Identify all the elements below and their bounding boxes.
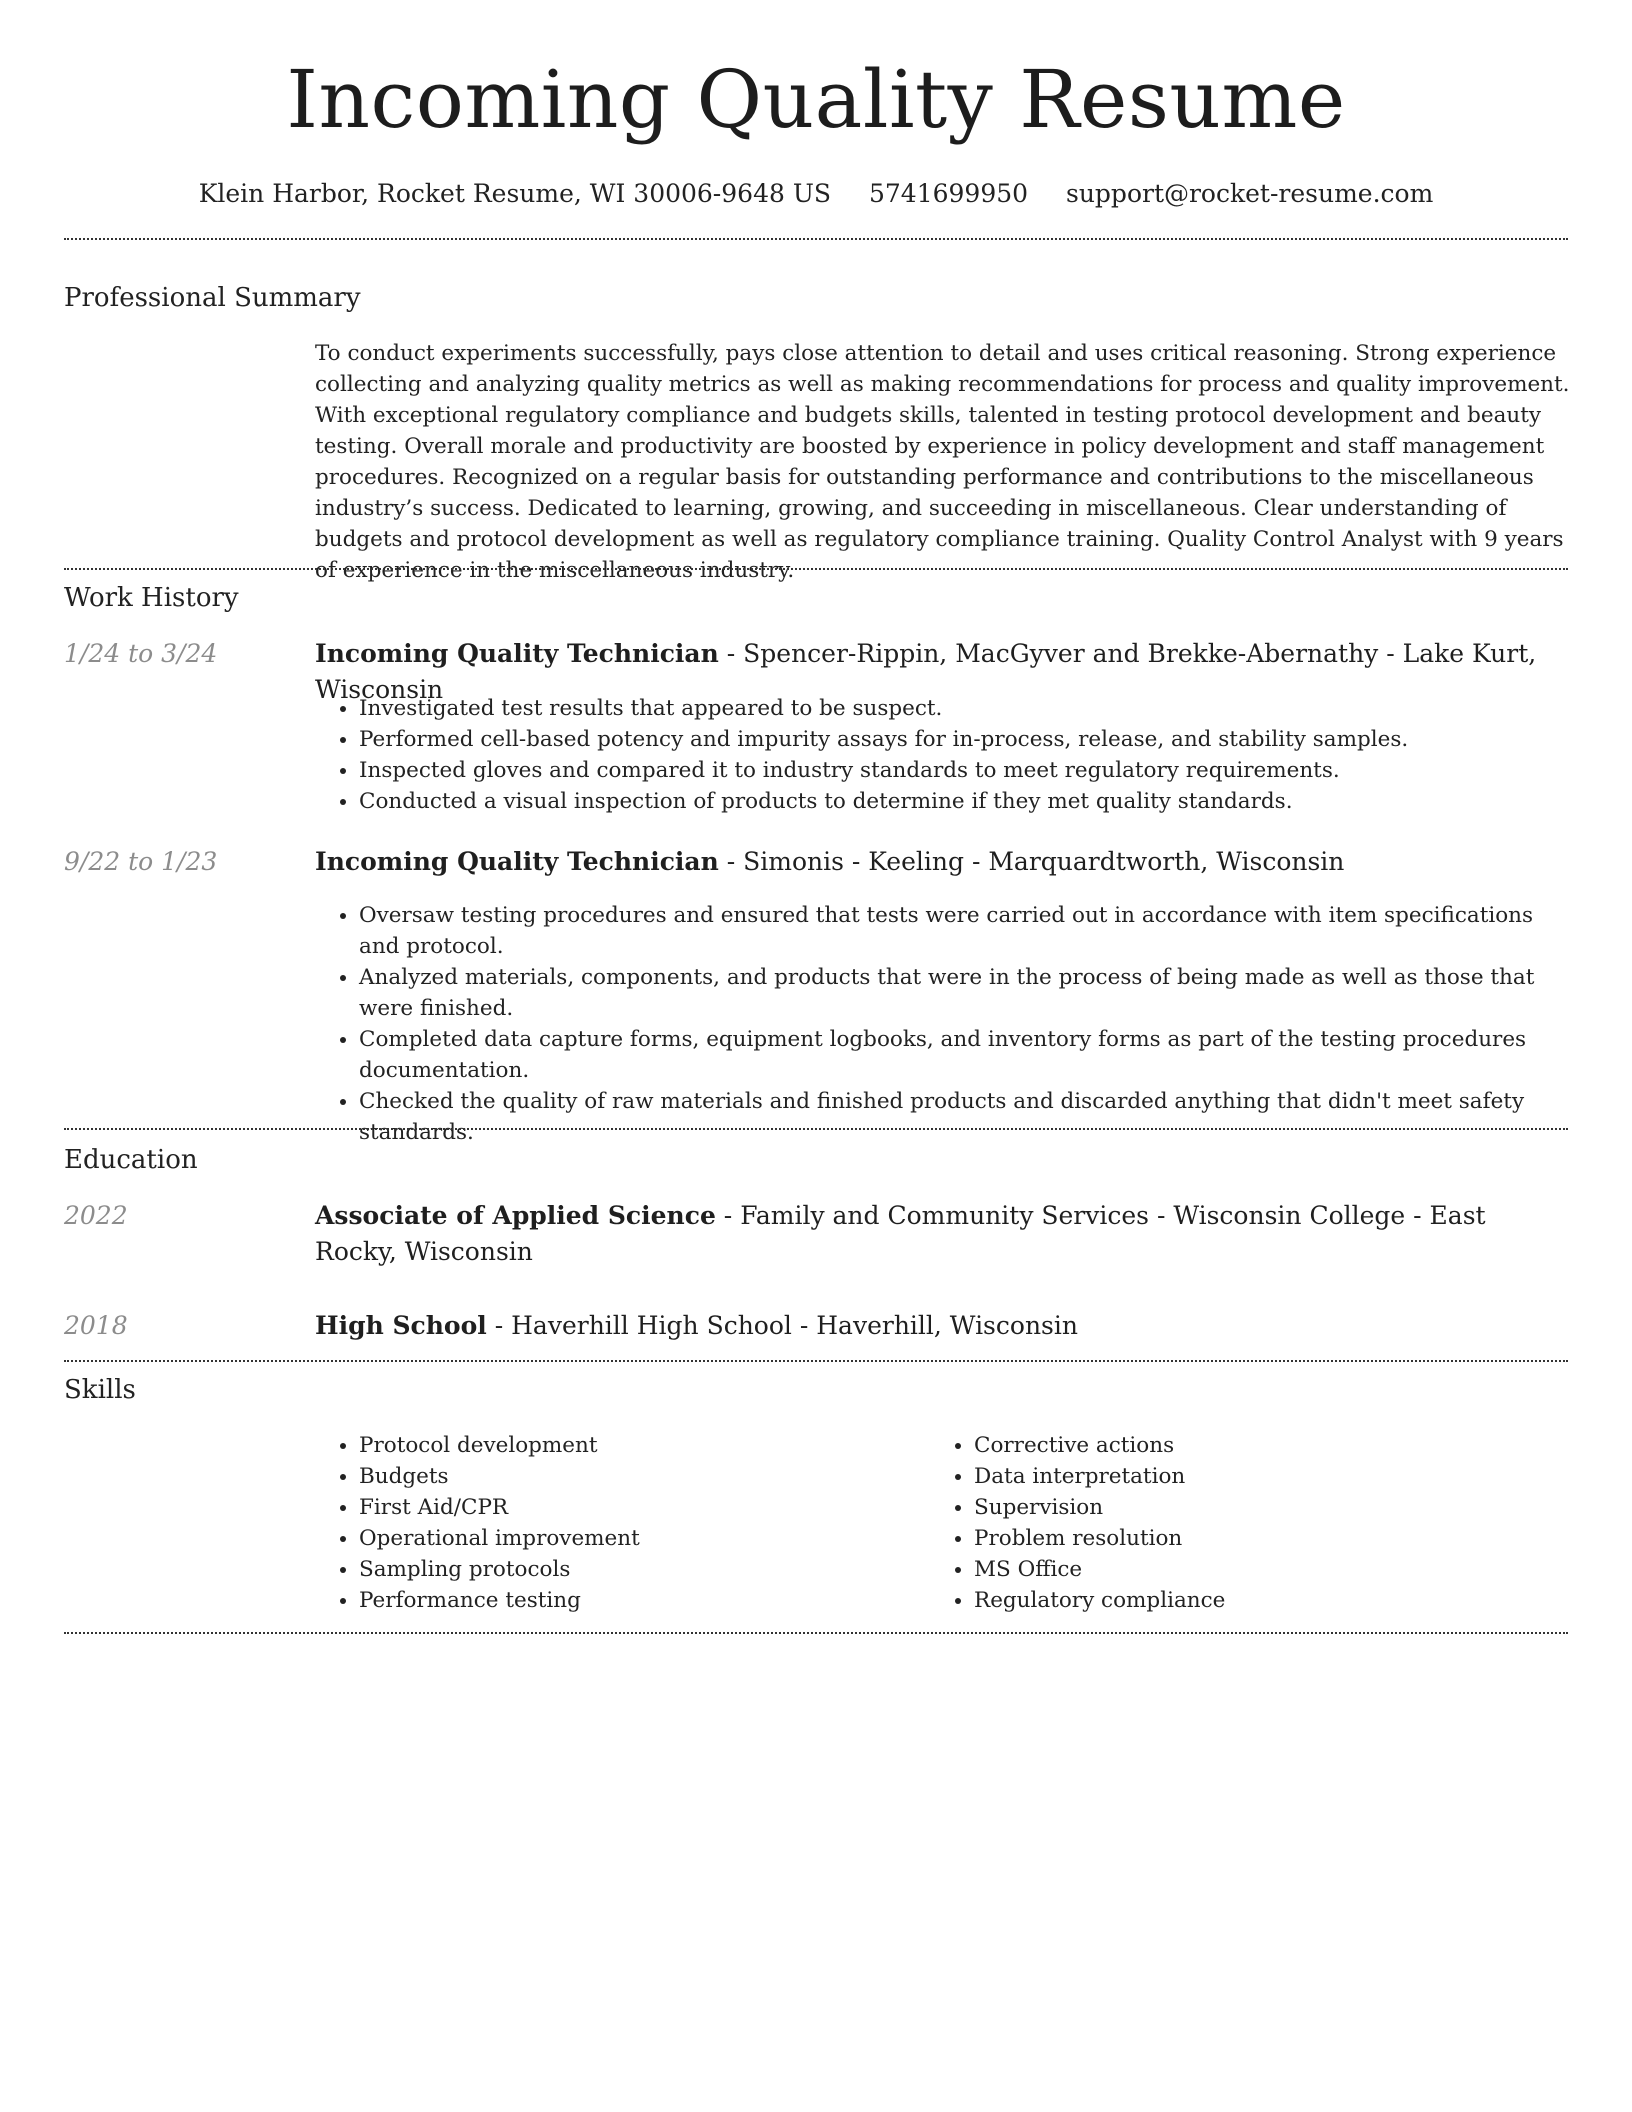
contact-email: support@rocket-resume.com bbox=[1066, 179, 1434, 208]
resume-header bbox=[0, 0, 1632, 210]
list-item: • MS Office bbox=[974, 1554, 1534, 1585]
list-item: • Investigated test results that appeared to be suspect. bbox=[359, 693, 1569, 724]
work-section-title: Work History bbox=[64, 583, 239, 613]
skills-section-title: Skills bbox=[64, 1375, 136, 1405]
list-item: • Data interpretation bbox=[974, 1461, 1534, 1492]
contact-line bbox=[0, 178, 1632, 210]
list-item: • Budgets bbox=[359, 1461, 919, 1492]
education-degree: High School bbox=[315, 1311, 487, 1340]
list-item: • Inspected gloves and compared it to industry standards to meet regulatory requirements. bbox=[359, 755, 1569, 786]
list-item: • Completed data capture forms, equipment logbooks, and inventory forms as part of the testing procedures documentation. bbox=[359, 1024, 1569, 1086]
list-item: • Performance testing bbox=[359, 1585, 919, 1616]
list-item: • Sampling protocols bbox=[359, 1554, 919, 1585]
list-item: • Regulatory compliance bbox=[974, 1585, 1534, 1616]
education-section-title: Education bbox=[64, 1145, 198, 1175]
education-school: - Family and Community Services - Wisconsin College - East Rocky, Wisconsin bbox=[315, 1201, 1486, 1266]
job-date: 1/24 to 3/24 bbox=[64, 639, 218, 668]
education-school: - Haverhill High School - Haverhill, Wisconsin bbox=[486, 1311, 1078, 1340]
divider bbox=[64, 238, 1568, 240]
job-bullets bbox=[315, 900, 1569, 1148]
education-degree: Associate of Applied Science bbox=[315, 1201, 716, 1230]
contact-phone: 5741699950 bbox=[868, 179, 1029, 208]
job-employer: - Spencer-Rippin, MacGyver and Brekke-Abernathy - Lake Kurt, Wisconsin bbox=[315, 639, 1537, 704]
list-item: • Problem resolution bbox=[974, 1523, 1534, 1554]
divider bbox=[64, 1128, 1568, 1130]
list-item: • Operational improvement bbox=[359, 1523, 919, 1554]
job-role: Incoming Quality Technician bbox=[315, 639, 719, 668]
summary-text: To conduct experiments successfully, pays close attention to detail and uses critical reasoning. Strong experience collecting and analyzing quality metrics as well as making recommendations for process and quality improvement. With exceptional regulatory compliance and budgets skills, talented in testing protocol development and beauty testing. Overall morale and productivity are boosted by experience in policy development and staff management procedures. Recognized on a regular basis for outstanding performance and contributions to the miscellaneous industry’s success. Dedicated to learning, growing, and succeeding in miscellaneous. Clear understanding of budgets and protocol development as well as regulatory compliance training. Quality Control Analyst with 9 years of experience in the miscellaneous industry. bbox=[315, 341, 1570, 583]
education-entry bbox=[315, 1308, 1570, 1344]
job-bullets bbox=[315, 693, 1569, 817]
divider bbox=[64, 1632, 1568, 1634]
skills-list-right bbox=[930, 1430, 1534, 1616]
list-item: • Oversaw testing procedures and ensured that tests were carried out in accordance with item specifications and protocol. bbox=[359, 900, 1569, 962]
list-item: • Protocol development bbox=[359, 1430, 919, 1461]
list-item: • Conducted a visual inspection of products to determine if they met quality standards. bbox=[359, 786, 1569, 817]
contact-address: Klein Harbor, Rocket Resume, WI 30006-9648 US bbox=[198, 179, 832, 208]
resume-name: Incoming Quality Resume bbox=[286, 53, 1346, 146]
list-item: • Checked the quality of raw materials and finished products and discarded anything that didn't meet safety standards. bbox=[359, 1086, 1569, 1148]
list-item: • First Aid/CPR bbox=[359, 1492, 919, 1523]
education-entry bbox=[315, 1198, 1570, 1270]
list-item: • Corrective actions bbox=[974, 1430, 1534, 1461]
job-date: 9/22 to 1/23 bbox=[64, 847, 218, 876]
list-item: • Supervision bbox=[974, 1492, 1534, 1523]
summary-section-title: Professional Summary bbox=[64, 283, 361, 313]
job-role: Incoming Quality Technician bbox=[315, 847, 719, 876]
job-title bbox=[315, 844, 1570, 880]
job-employer: - Simonis - Keeling - Marquardtworth, Wisconsin bbox=[718, 847, 1345, 876]
list-item: • Performed cell-based potency and impurity assays for in-process, release, and stability samples. bbox=[359, 724, 1569, 755]
education-date: 2018 bbox=[64, 1311, 128, 1340]
education-date: 2022 bbox=[64, 1201, 128, 1230]
divider bbox=[64, 568, 1568, 570]
list-item: • Analyzed materials, components, and products that were in the process of being made as well as those that were finished. bbox=[359, 962, 1569, 1024]
skills-list-left bbox=[315, 1430, 919, 1616]
divider bbox=[64, 1360, 1568, 1362]
